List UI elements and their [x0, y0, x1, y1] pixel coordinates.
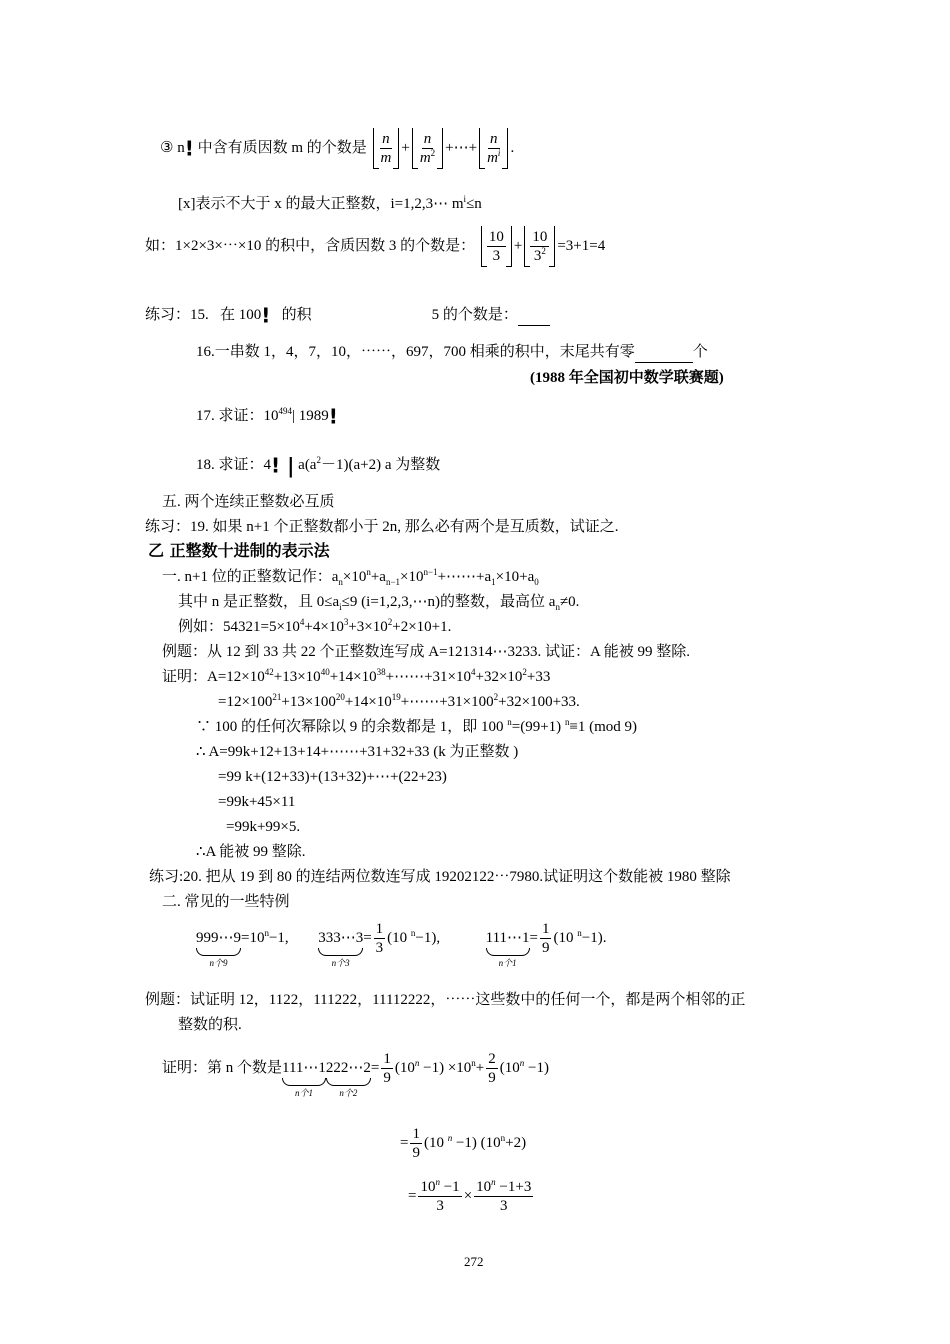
proof-nth-number: 证明：第 n 个数是 111⋯1 n个1 222⋯2 n个2 = $\frac{1}{9}$ $(10^n -1) \times 10^n+$ $\frac{2}{9}$ $(10^n -1)$ — [162, 1051, 549, 1098]
exercise-17: 17. 求证：$10^{494}|$ 1989! — [196, 404, 338, 429]
floor-bracket: $\frac{10}{3}$ — [481, 226, 512, 267]
floor-note: [x]表示不大于 x 的最大正整数，i=1,2,3⋯ $m^i\le n$ — [178, 194, 482, 212]
exercise-19: 练习：19. 如果 n+1 个正整数都小于 2n, 那么必有两个是互质数，试证之. — [145, 519, 619, 535]
underbrace-1: 111⋯1 n个1 — [485, 930, 530, 968]
section-2-title: 二. 常见的一些特例 — [162, 894, 290, 910]
proof-line-3: ∵ 100 的任何次幂除以 9 的余数都是 1，即 100 $^n$=(99+1) $^n$≡1 (mod 9) — [196, 717, 638, 735]
proof-step-2: = $\frac{1}{9}$ (10 $^n$ −1) $(10^n+2)$ — [400, 1126, 527, 1161]
answer-blank — [635, 342, 693, 363]
proof-line-4: ∴ A=99k+12+13+14+⋯⋯+31+32+33 (k 为正整数 ) — [196, 744, 519, 760]
section-5-title: 五. 两个连续正整数必互质 — [162, 494, 335, 510]
floor-bracket: $\frac{10}{3^2}$ — [524, 226, 555, 267]
exercise-15: 练习：15. 在 100! 的积 5 的个数是： — [145, 305, 550, 326]
underbrace-twos: 222⋯2 n个2 — [325, 1060, 371, 1098]
rule-3-line: ③ n! 中含有质因数 m 的个数是 $\frac{n}{m}$ + $\frac{n}{m^2}$ +⋯+ $\frac{n}{m^i}$ . — [160, 128, 514, 169]
proof-line-1: 证明：$A=12\times 10^{42}+13\times 10^{40}+14\times 10^{38}+\cdots\cdots+31\times 10^4+32\times 10^2+33$ — [162, 667, 551, 685]
proof-conclusion: ∴A 能被 99 整除. — [196, 844, 306, 860]
decimal-example: 例如：$54321=5\times 10^4+4\times 10^3+3\times 10^2+2\times 10+1$. — [178, 617, 452, 635]
example-problem: 例题：从 12 到 33 共 22 个正整数连写成 A=121314⋯3233. 试证：A 能被 99 整除. — [162, 644, 691, 660]
decimal-condition: 其中 n 是正整数，且 $0\le a_i\le 9$ (i=1,2,3,⋯n)的整数，最高位 $a_n\ne 0$. — [178, 594, 580, 612]
exercise-16: 16.一串数 1，4，7，10，⋯⋯，697，700 相乘的积中，末尾共有零 个 — [196, 342, 708, 363]
underbrace-3: 333⋯3 n个3 — [318, 930, 364, 968]
section-heading: 乙 正整数十进制的表示法 — [148, 541, 330, 560]
floor-bracket: $\frac{n}{m^2}$ — [412, 128, 443, 169]
proof-line-7: =99k+99×5. — [226, 819, 301, 835]
example-product-cont: 整数的积. — [178, 1017, 242, 1033]
special-cases: 999⋯9 n个9 $=10^n-1$, 333⋯3 n个3 = $\frac{1}{3}$ (10 $^n$−1), 111⋯1 n个1 = $\frac{1}{9}$ (10 $^n$−1). — [196, 921, 607, 968]
floor-bracket: $\frac{n}{m^i}$ — [479, 128, 508, 169]
proof-line-2: $=12\times 100^{21}+13\times 100^{20}+14\times 10^{19}+\cdots\cdots+31\times 100^2+32\times 100+33$. — [218, 692, 580, 710]
exercise-16-source: (1988 年全国初中数学联赛题) — [530, 370, 724, 386]
underbrace-ones: 111⋯1 n个1 — [282, 1060, 326, 1098]
example-product: 例题：试证明 12，1122，111222，11112222，⋯⋯这些数中的任何一个，都是两个相邻的正 — [145, 992, 746, 1008]
exercise-18: 18. 求证：4! | $a(a^2-1)(a+2)$ a 为整数 — [196, 453, 441, 478]
example-1: 如：1×2×3×⋯×10 的积中，含质因数 3 的个数是： $\frac{10}{3}$ + $\frac{10}{3^2}$ =3+1=4 — [145, 226, 605, 267]
exercise-20: 练习:20. 把从 19 到 80 的连结两位数连写成 19202122⋯7980.试证明这个数能被 1980 整除 — [149, 869, 731, 885]
page-number: 272 — [464, 1254, 484, 1269]
proof-step-3: = $\frac{10^n -1}{3}$ × $\frac{10^n -1+3}{3}$ — [408, 1177, 532, 1214]
proof-line-6: =99k+45×11 — [218, 794, 296, 810]
proof-line-5: =99 k+(12+33)+(13+32)+⋯+(22+23) — [218, 769, 447, 785]
floor-bracket: $\frac{n}{m}$ — [373, 128, 400, 169]
underbrace-9: 999⋯9 n个9 — [196, 930, 241, 968]
decimal-form: 一. n+1 位的正整数记作：$a_n\times 10^n+a_{n-1}\times 10^{n-1}+\cdots\cdots+a_1\times 10+a_0$ — [162, 567, 539, 587]
answer-blank — [518, 305, 550, 326]
